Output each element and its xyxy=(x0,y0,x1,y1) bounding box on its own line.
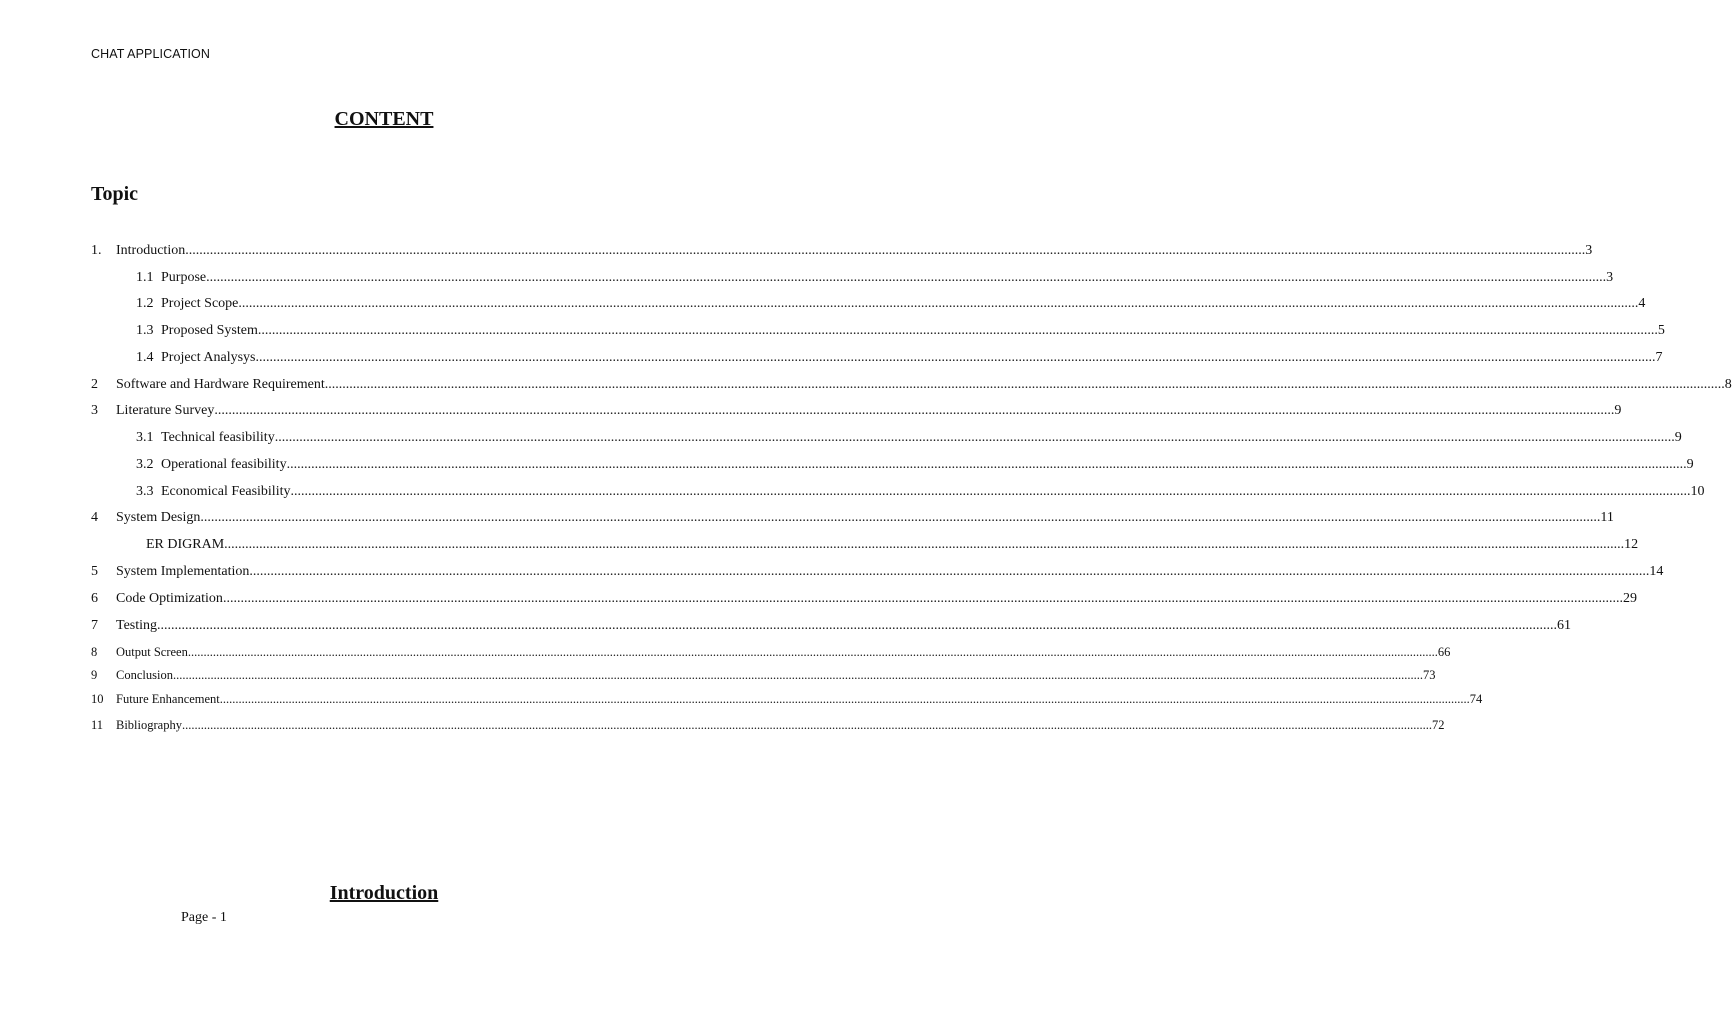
toc-page: 9 xyxy=(1686,457,1694,472)
toc-label: Purpose xyxy=(161,270,207,285)
toc-label: Proposed System xyxy=(161,323,258,338)
toc-label: Testing xyxy=(116,618,158,633)
toc-leader-dots: ................................................................................................................................................................................................................................................................................................................................................................................................................ xyxy=(187,645,1438,659)
toc-leader-dots: ................................................................................................................................................................................................................................................................................................................................................................................................................ xyxy=(200,510,1601,525)
toc-row xyxy=(91,510,1614,526)
toc-leader-dots: ................................................................................................................................................................................................................................................................................................................................................................................................................ xyxy=(222,591,1623,606)
toc-leader-dots: ................................................................................................................................................................................................................................................................................................................................................................................................................ xyxy=(274,430,1675,445)
toc-row xyxy=(91,403,1622,419)
toc-leader-dots: ................................................................................................................................................................................................................................................................................................................................................................................................................ xyxy=(324,377,1725,392)
toc-number: 1.2 xyxy=(136,296,154,311)
toc-number: 5 xyxy=(91,564,98,579)
toc-leader-dots: ................................................................................................................................................................................................................................................................................................................................................................................................................ xyxy=(181,718,1432,732)
page-header: CHAT APPLICATION xyxy=(91,47,210,61)
toc-row xyxy=(91,718,1445,733)
toc-row xyxy=(136,296,1646,312)
toc-page: 7 xyxy=(1655,350,1663,365)
content-title: CONTENT xyxy=(334,108,434,130)
toc-leader-dots: ................................................................................................................................................................................................................................................................................................................................................................................................................ xyxy=(157,618,1558,633)
toc-page: 3 xyxy=(1585,243,1593,258)
toc-leader-dots: ................................................................................................................................................................................................................................................................................................................................................................................................................ xyxy=(214,403,1615,418)
toc-number: 2 xyxy=(91,377,98,392)
toc-page: 4 xyxy=(1638,296,1646,311)
page-number: Page - 1 xyxy=(181,910,227,925)
toc-number: 4 xyxy=(91,510,98,525)
toc-page: 8 xyxy=(1724,377,1732,392)
toc-page: 66 xyxy=(1437,645,1451,659)
toc-row xyxy=(91,618,1572,634)
toc-label: Technical feasibility xyxy=(161,430,275,445)
toc-leader-dots: ................................................................................................................................................................................................................................................................................................................................................................................................................ xyxy=(290,484,1691,499)
toc-number: 1. xyxy=(91,243,102,258)
toc-leader-dots: ................................................................................................................................................................................................................................................................................................................................................................................................................ xyxy=(255,350,1656,365)
toc-label: Future Enhancement xyxy=(116,692,220,706)
toc-row xyxy=(91,377,1732,393)
toc-number: 3.1 xyxy=(136,430,154,445)
toc-page: 29 xyxy=(1622,591,1637,606)
toc-number: 7 xyxy=(91,618,98,633)
toc-leader-dots: ................................................................................................................................................................................................................................................................................................................................................................................................................ xyxy=(185,243,1586,258)
toc-page: 12 xyxy=(1624,537,1639,552)
toc-label: Operational feasibility xyxy=(161,457,287,472)
toc-row xyxy=(91,564,1664,580)
toc-row xyxy=(91,645,1451,660)
toc-number: 1.4 xyxy=(136,350,154,365)
toc-row xyxy=(136,323,1665,339)
toc-label: Economical Feasibility xyxy=(161,484,291,499)
toc-number: 3.2 xyxy=(136,457,154,472)
toc-page: 73 xyxy=(1422,668,1436,682)
toc-label: Code Optimization xyxy=(116,591,223,606)
toc-row xyxy=(136,484,1705,500)
toc-page: 9 xyxy=(1614,403,1622,418)
toc-leader-dots: ................................................................................................................................................................................................................................................................................................................................................................................................................ xyxy=(224,537,1625,552)
toc-leader-dots: ................................................................................................................................................................................................................................................................................................................................................................................................................ xyxy=(238,296,1639,311)
toc-row xyxy=(91,243,1593,259)
toc-label: Software and Hardware Requirement xyxy=(116,377,325,392)
toc-leader-dots: ................................................................................................................................................................................................................................................................................................................................................................................................................ xyxy=(219,692,1470,706)
toc-page: 5 xyxy=(1657,323,1665,338)
toc-label: Introduction xyxy=(116,243,186,258)
topic-heading: Topic xyxy=(91,183,139,205)
toc-label: ER DIGRAM xyxy=(146,537,225,552)
toc-label: Project Analysys xyxy=(161,350,256,365)
toc-page: 74 xyxy=(1469,692,1483,706)
toc-leader-dots: ................................................................................................................................................................................................................................................................................................................................................................................................................ xyxy=(257,323,1658,338)
toc-number: 1.1 xyxy=(136,270,154,285)
toc-page: 14 xyxy=(1649,564,1664,579)
toc-leader-dots: ................................................................................................................................................................................................................................................................................................................................................................................................................ xyxy=(286,457,1687,472)
toc-page: 61 xyxy=(1557,618,1572,633)
toc-number: 1.3 xyxy=(136,323,154,338)
toc-row xyxy=(91,591,1637,607)
toc-page: 11 xyxy=(1600,510,1614,525)
toc-row xyxy=(146,537,1639,553)
toc-label: System Implementation xyxy=(116,564,250,579)
toc-number: 11 xyxy=(91,718,104,732)
toc-number: 3.3 xyxy=(136,484,154,499)
toc-page: 72 xyxy=(1431,718,1445,732)
toc-row xyxy=(136,350,1663,366)
toc-page: 9 xyxy=(1674,430,1682,445)
toc-label: Conclusion xyxy=(116,668,173,682)
toc-number: 6 xyxy=(91,591,98,606)
toc-leader-dots: ................................................................................................................................................................................................................................................................................................................................................................................................................ xyxy=(206,270,1607,285)
toc-leader-dots: ................................................................................................................................................................................................................................................................................................................................................................................................................ xyxy=(172,668,1423,682)
toc-number: 10 xyxy=(91,692,104,706)
toc-row xyxy=(91,668,1436,683)
toc-page: 3 xyxy=(1606,270,1614,285)
toc-label: Literature Survey xyxy=(116,403,215,418)
toc-row xyxy=(136,457,1694,473)
toc-row xyxy=(91,692,1483,707)
toc-number: 8 xyxy=(91,645,98,659)
section-heading-introduction: Introduction xyxy=(329,882,439,904)
toc-label: Output Screen xyxy=(116,645,188,659)
toc-label: System Design xyxy=(116,510,201,525)
toc-row xyxy=(136,270,1614,286)
toc-page: 10 xyxy=(1690,484,1705,499)
toc-leader-dots: ................................................................................................................................................................................................................................................................................................................................................................................................................ xyxy=(249,564,1650,579)
toc-label: Project Scope xyxy=(161,296,239,311)
toc-label: Bibliography xyxy=(116,718,182,732)
toc-row xyxy=(136,430,1682,446)
toc-number: 9 xyxy=(91,668,98,682)
toc-number: 3 xyxy=(91,403,98,418)
